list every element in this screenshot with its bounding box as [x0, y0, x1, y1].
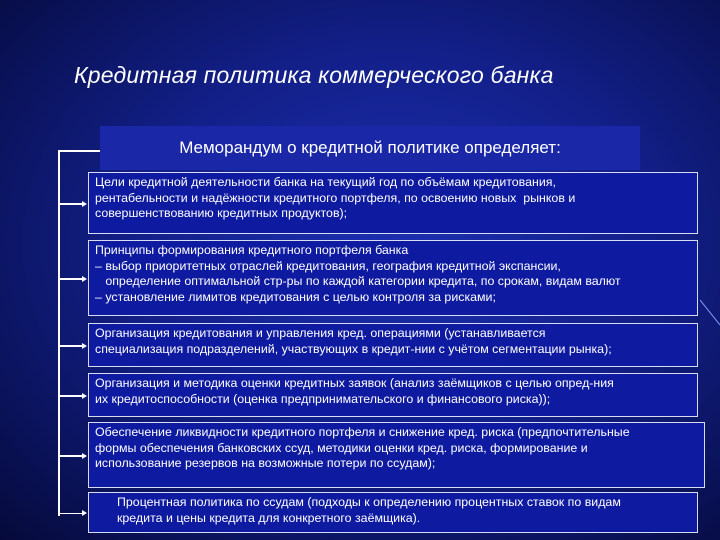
memo-item-line: формы обеспечения банковских ссуд, методики оценки кред. риска, формирование и: [95, 440, 588, 455]
slide-title: Кредитная политика коммерческого банка: [74, 62, 554, 88]
memo-item-box: [88, 492, 698, 533]
memo-item-line: кредита и цены кредита для конкретного заёмщика).: [117, 510, 421, 525]
memo-item-line: их кредитоспособности (оценка предпринимательского и финансового риска));: [95, 391, 551, 406]
connector-line: [58, 513, 83, 515]
memo-item-box: [88, 172, 698, 234]
memo-item-line: Принципы формирования кредитного портфеля банка: [95, 243, 409, 257]
memo-item-line: Организация кредитования и управления кред. операциями (устанавливается: [95, 326, 546, 340]
memo-header: Меморандум о кредитной политике определяет:: [100, 126, 640, 170]
connector-line: [58, 278, 83, 280]
memo-item-line: определение оптимальной стр-ры по каждой категории кредита, по срокам, видам валют: [95, 274, 621, 288]
memo-item-line: использование резервов на возможные потери по ссудам);: [95, 456, 436, 470]
connector-line: [58, 455, 83, 457]
connector-line: [58, 395, 83, 397]
memo-item-line: Процентная политика по ссудам (подходы к определению процентных ставок по видам: [117, 495, 621, 509]
connector-line: [58, 345, 83, 347]
arrow-right-icon: [82, 510, 87, 516]
memo-item-line: Обеспечение ликвидности кредитного портфеля и снижение кред. риска (предпочтительные: [95, 425, 630, 439]
memo-item-box: [88, 240, 698, 316]
memo-item-line: Цели кредитной деятельности банка на текущий год по объёмам кредитования,: [95, 175, 556, 189]
connector-vertical-line: [58, 150, 60, 516]
memo-item-line: рентабельности и надёжности кредитного портфеля, по освоению новых рынков и: [95, 190, 576, 205]
arrow-right-icon: [82, 343, 87, 349]
memo-item-line: Организация и методика оценки кредитных заявок (анализ заёмщиков с целью опред-ния: [95, 376, 614, 390]
decorative-lines: [700, 300, 720, 360]
memo-item-line: специализация подразделений, участвующих в кредит-нии с учётом сегментации рынка);: [95, 341, 612, 356]
memo-item-box: [88, 323, 698, 367]
memo-item-line: – выбор приоритетных отраслей кредитования, география кредитной экспансии,: [95, 258, 561, 273]
arrow-right-icon: [82, 276, 87, 282]
connector-top-line: [58, 150, 100, 152]
arrow-right-icon: [82, 453, 87, 459]
memo-item-box: [88, 373, 698, 417]
connector-line: [58, 203, 83, 205]
memo-item-box: [88, 422, 705, 488]
memo-item-line: – установление лимитов кредитования с целью контроля за рисками;: [95, 289, 496, 304]
arrow-right-icon: [82, 393, 87, 399]
memo-item-line: совершенствованию кредитных продуктов);: [95, 206, 348, 220]
arrow-right-icon: [82, 201, 87, 207]
